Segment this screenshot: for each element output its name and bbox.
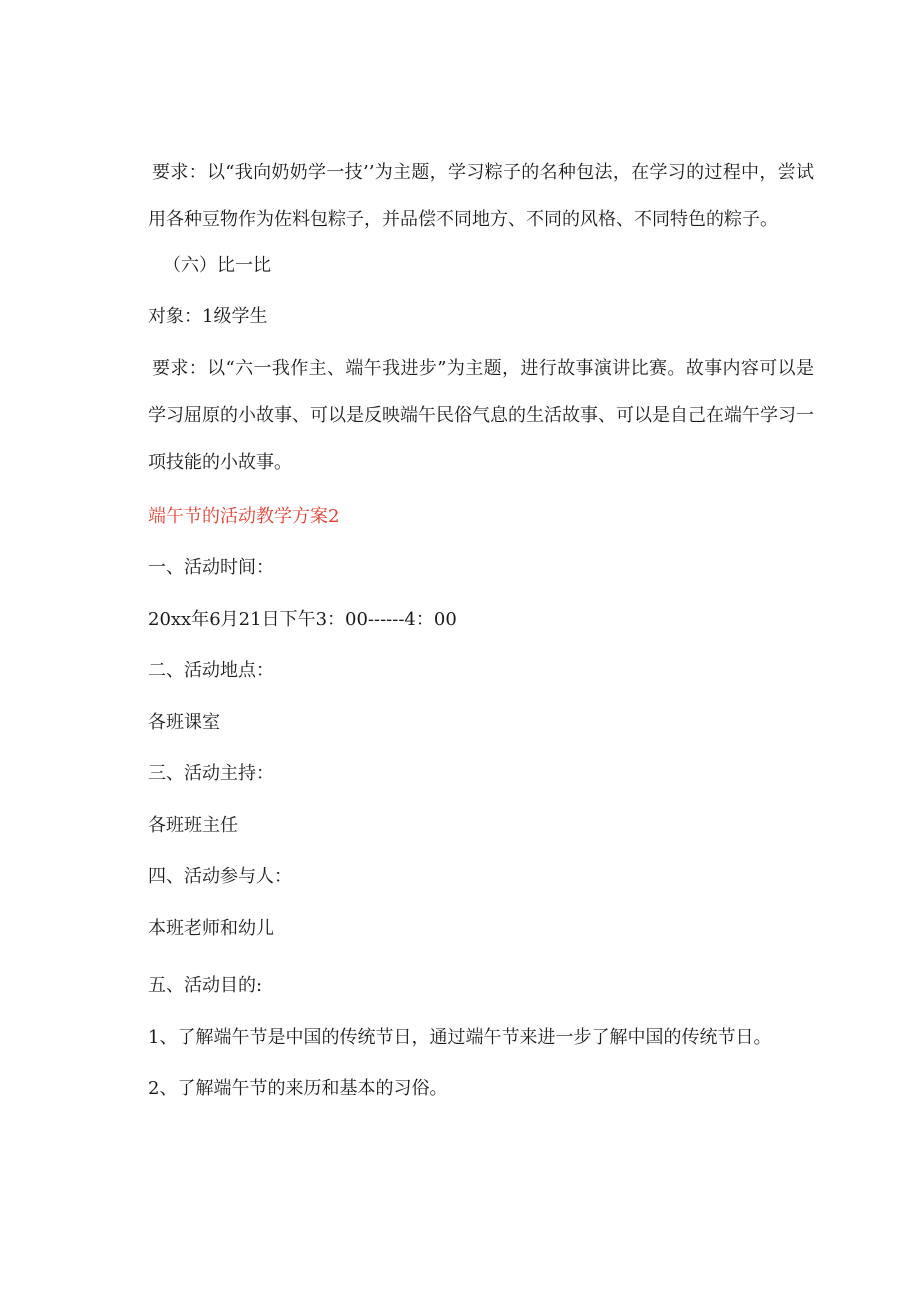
place-value: 各班课室: [148, 712, 220, 733]
goal-item-1: 1、了解端午节是中国的传统节日，通过端午节来进一步了解中国的传统节日。: [148, 1027, 772, 1048]
participants-value: 本班老师和幼儿: [148, 918, 274, 939]
place-label: 二、活动地点：: [148, 660, 274, 681]
requirement2-paragraph: 要求：以“六一我作主、端午我进步”为主题，进行故事演讲比赛。故事内容可以是学习屈原的小故事、可以是反映端午民俗气息的生活故事、可以是自己在端午学习一项技能的小故事。: [148, 358, 814, 473]
host-label: 三、活动主持：: [148, 763, 274, 784]
host-value: 各班班主任: [148, 815, 238, 836]
section-six-title: （六）比一比: [163, 255, 271, 276]
participants-label: 四、活动参与人：: [148, 866, 292, 887]
goals-label: 五、活动目的:: [148, 975, 263, 996]
time-label: 一、活动时间：: [148, 557, 274, 578]
time-value: 20xx年6月21日下午3：00------4：00: [148, 609, 457, 630]
plan2-title: 端午节的活动教学方案2: [148, 506, 340, 527]
requirement-paragraph: 要求：以“我向奶奶学一技’’为主题，学习粽子的名种包法，在学习的过程中，尝试用各种豆物作为佐料包粽子，并品偿不同地方、不同的风格、不同特色的粽子。: [148, 162, 814, 230]
goal-item-2: 2、了解端午节的来历和基本的习俗。: [148, 1078, 448, 1099]
target-line: 对象：1级学生: [148, 306, 268, 327]
